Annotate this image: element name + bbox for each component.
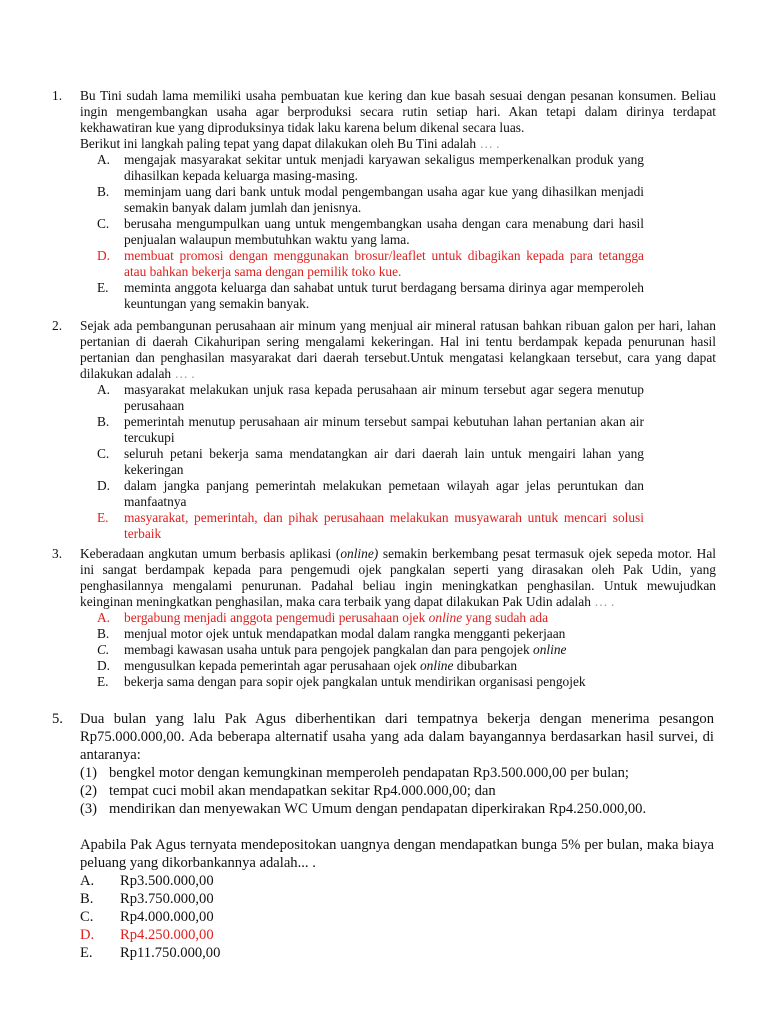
option-letter: A. bbox=[97, 152, 111, 167]
alternative-item bbox=[80, 782, 768, 800]
option-d-correct bbox=[97, 248, 644, 280]
option-letter: E. bbox=[97, 510, 109, 525]
option-letter: E. bbox=[97, 280, 109, 295]
question-1 bbox=[0, 88, 768, 312]
question-stem bbox=[80, 318, 716, 382]
option-c bbox=[80, 908, 380, 926]
option-text: Rp3.750.000,00 bbox=[120, 891, 214, 907]
option-d bbox=[97, 658, 644, 674]
ellipsis: … . bbox=[594, 594, 615, 609]
item-text: tempat cuci mobil akan mendapatkan sekitar Rp4.000.000,00; dan bbox=[109, 783, 496, 799]
option-letter: C. bbox=[80, 909, 94, 925]
option-letter: E. bbox=[80, 945, 93, 961]
option-text: Rp3.500.000,00 bbox=[120, 873, 214, 889]
option-b bbox=[97, 414, 644, 446]
option-text bbox=[124, 658, 644, 674]
option-letter: B. bbox=[97, 626, 110, 641]
stem-text-italic: online) bbox=[340, 546, 379, 561]
option-a-correct bbox=[97, 610, 644, 626]
item-text: bengkel motor dengan kemungkinan memperoleh pendapatan Rp3.500.000,00 per bulan; bbox=[109, 765, 629, 781]
option-c bbox=[97, 446, 644, 478]
option-letter: C. bbox=[97, 216, 110, 231]
question-3 bbox=[0, 546, 768, 690]
option-text-post: dibubarkan bbox=[453, 658, 518, 673]
option-text-pre: bergabung menjadi anggota pengemudi perusahaan ojek bbox=[124, 610, 429, 625]
option-text-pre: membagi kawasan usaha untuk para pengojek pangkalan dan para pengojek bbox=[124, 642, 534, 657]
option-a bbox=[97, 382, 644, 414]
option-letter: E. bbox=[97, 674, 109, 689]
option-text bbox=[124, 610, 644, 626]
option-text-pre: mengusulkan kepada pemerintah agar perusahaan ojek bbox=[124, 658, 420, 673]
option-b bbox=[97, 184, 644, 216]
option-letter: C. bbox=[97, 642, 110, 657]
question-number: 2. bbox=[52, 318, 63, 333]
option-text: masyarakat, pemerintah, dan pihak perusahaan melakukan musyawarah untuk mencari solusi terbaik bbox=[124, 510, 644, 541]
option-a bbox=[97, 152, 644, 184]
question-stem bbox=[80, 88, 716, 152]
option-text bbox=[124, 642, 644, 658]
question-number: 5. bbox=[52, 711, 63, 727]
spacer bbox=[0, 818, 768, 836]
option-text: Rp4.250.000,00 bbox=[120, 927, 214, 943]
option-letter: D. bbox=[97, 248, 111, 263]
option-text bbox=[124, 626, 644, 642]
options-list bbox=[0, 610, 768, 690]
option-d bbox=[97, 478, 644, 510]
option-text: meminjam uang dari bank untuk modal pengembangan usaha agar kue yang dihasilkan menjadi semakin banyak dalam jumlah dan jenisnya. bbox=[124, 184, 644, 215]
option-letter: A. bbox=[97, 610, 111, 625]
option-text-italic: online bbox=[533, 642, 567, 657]
question-number: 1. bbox=[52, 88, 63, 103]
option-letter: D. bbox=[80, 927, 95, 943]
option-c bbox=[97, 642, 644, 658]
alternative-item bbox=[80, 800, 768, 818]
stem-text-pre: Keberadaan angkutan umum berbasis aplikasi ( bbox=[80, 546, 341, 561]
option-text: Rp4.000.000,00 bbox=[120, 909, 214, 925]
option-text: seluruh petani bekerja sama mendatangkan air dari daerah lain untuk mengairi lahan yang kekeringan bbox=[124, 446, 644, 477]
option-e bbox=[80, 944, 380, 962]
option-d-correct bbox=[80, 926, 380, 944]
item-number: (2) bbox=[80, 783, 98, 799]
options-list bbox=[0, 872, 768, 962]
stem-text: Sejak ada pembangunan perusahaan air minum yang menjual air mineral ratusan bahkan ribuan galon per hari, lahan pertanian di daerah Cikahuripan sering mengalami kekeringan. Hal ini tentu berdampak kepada penurunan hasil pertanian dan penghasilan masyarakat dari daerah tersebut.Untuk mengatasi kelangkaan tersebut, cara yang dapat dilakukan adalah bbox=[80, 318, 716, 381]
option-letter: B. bbox=[97, 184, 110, 199]
option-e bbox=[97, 674, 644, 690]
option-text: masyarakat melakukan unjuk rasa kepada perusahaan air minum tersebut agar segera menutup perusahaan bbox=[124, 382, 644, 413]
options-list bbox=[0, 152, 768, 312]
option-text-pre: menjual motor ojek untuk mendapatkan modal dalam rangka mengganti pekerjaan bbox=[124, 626, 566, 641]
question-stem: Dua bulan yang lalu Pak Agus diberhentikan dari tempatnya bekerja dengan menerima pesangon Rp75.000.000,00. Ada beberapa alternatif usaha yang ada dalam bayangannya berdasarkan hasil survei, di antaranya: bbox=[80, 711, 714, 763]
question-2 bbox=[0, 318, 768, 542]
ellipsis: … . bbox=[479, 136, 500, 151]
item-text: mendirikan dan menyewakan WC Umum dengan pendapatan diperkirakan Rp4.250.000,00. bbox=[109, 801, 647, 817]
option-letter: B. bbox=[80, 891, 94, 907]
question-text: Apabila Pak Agus ternyata mendepositokan uangnya dengan mendapatkan bunga 5% per bulan, maka biaya peluang yang dikorbankannya adalah... . bbox=[80, 837, 714, 871]
option-text: pemerintah menutup perusahaan air minum tersebut sampai kebutuhan lahan pertanian akan air tercukupi bbox=[124, 414, 644, 445]
option-text-italic: online bbox=[419, 658, 454, 673]
question-number: 3. bbox=[52, 546, 63, 561]
option-text: berusaha mengumpulkan uang untuk mengembangkan usaha dengan cara menabung dari hasil penjualan walaupun membutuhkan waktu yang lama. bbox=[124, 216, 644, 247]
option-letter: D. bbox=[97, 478, 111, 493]
option-text: membuat promosi dengan menggunakan brosur/leaflet untuk dibagikan kepada para tetangga atau bahkan bekerja sama dengan pemilik toko kue. bbox=[124, 248, 644, 279]
options-list bbox=[0, 382, 768, 542]
option-e-correct bbox=[97, 510, 644, 542]
option-letter: C. bbox=[97, 446, 110, 461]
item-number: (1) bbox=[80, 765, 98, 781]
option-a bbox=[80, 872, 380, 890]
item-number: (3) bbox=[80, 801, 98, 817]
option-text bbox=[124, 674, 644, 690]
option-letter: D. bbox=[97, 658, 111, 673]
stem-text: Bu Tini sudah lama memiliki usaha pembuatan kue kering dan kue basah sesuai dengan pesanan konsumen. Beliau ingin mengembangkan usaha agar berproduksi secara rutin setiap hari. Akan tetapi dalam dirinya terdapat kekhawatiran kue yang diproduksinya tidak laku karena belum dikenal secara luas. bbox=[80, 88, 716, 135]
ellipsis: … . bbox=[174, 366, 195, 381]
option-e bbox=[97, 280, 644, 312]
option-text-italic: online bbox=[428, 610, 463, 625]
option-b bbox=[97, 626, 644, 642]
option-text: Rp11.750.000,00 bbox=[120, 945, 221, 961]
option-text: mengajak masyarakat sekitar untuk menjadi karyawan sekaligus memperkenalkan produk yang dihasilkan kepada keluarga masing-masing. bbox=[124, 152, 644, 183]
option-text: dalam jangka panjang pemerintah melakukan pemetaan wilayah agar jelas peruntukan dan manfaatnya bbox=[124, 478, 644, 509]
option-c bbox=[97, 216, 644, 248]
option-letter: B. bbox=[97, 414, 110, 429]
option-text: meminta anggota keluarga dan sahabat untuk turut berdagang bersama dirinya agar memperoleh keuntungan yang semakin banyak. bbox=[124, 280, 644, 311]
option-text-post: yang sudah ada bbox=[462, 610, 549, 625]
option-text-pre: bekerja sama dengan para sopir ojek pangkalan untuk mendirikan organisasi pengojek bbox=[124, 674, 586, 689]
option-letter: A. bbox=[97, 382, 111, 397]
question-5 bbox=[0, 710, 768, 962]
stem-question: Berikut ini langkah paling tepat yang dapat dilakukan oleh Bu Tini adalah bbox=[80, 136, 477, 151]
question-stem bbox=[80, 546, 716, 610]
option-letter: A. bbox=[80, 873, 95, 889]
stem-text-post: semakin berkembang pesat termasuk ojek sepeda motor. Hal ini sangat berdampak kepada para pengemudi ojek pangkalan seperti yang dirasakan oleh Pak Udin, yang penghasilannya mengalami penurunan. Padahal beliau ingin meningkatkan penghasilan. Untuk mewujudkan keinginan meningkatkan penghasilan, maka cara terbaik yang dapat dilakukan Pak Udin adalah bbox=[80, 546, 716, 609]
alternative-item bbox=[80, 764, 768, 782]
option-b bbox=[80, 890, 380, 908]
